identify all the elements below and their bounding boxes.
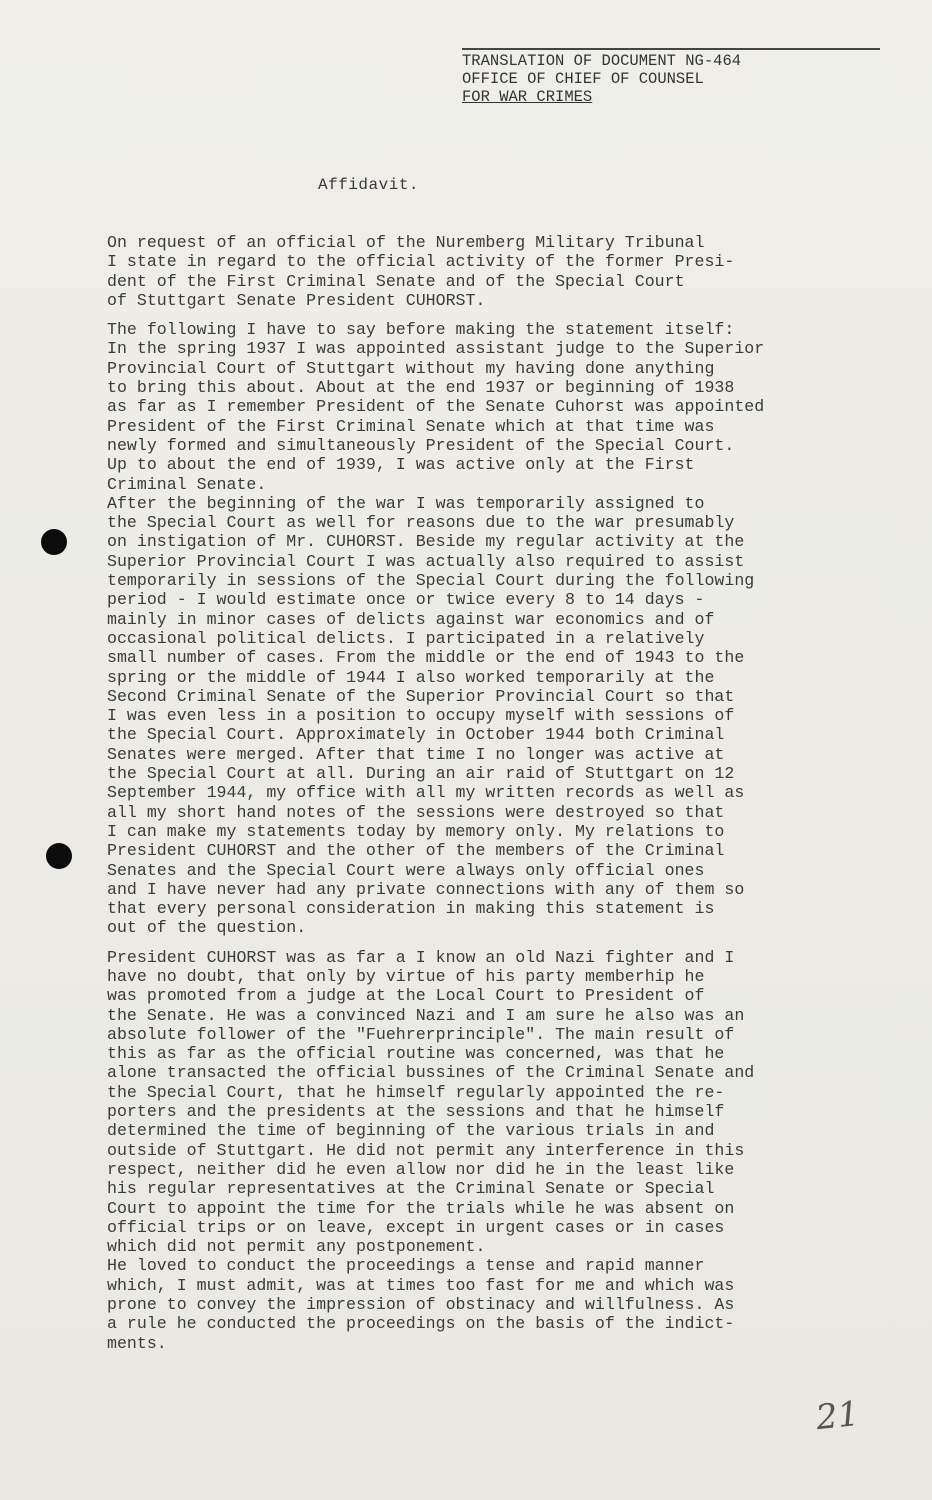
text-line: have no doubt, that only by virtue of his party memberhip he <box>107 966 705 986</box>
text-line: to bring this about. About at the end 1937 or beginning of 1938 <box>107 378 735 398</box>
text-line: In the spring 1937 I was appointed assistant judge to the Superior <box>107 339 765 359</box>
text-line: On request of an official of the Nuremberg Military Tribunal <box>107 233 705 252</box>
text-line: temporarily in sessions of the Special Court during the following <box>107 571 755 591</box>
text-line: He loved to conduct the proceedings a tense and rapid manner <box>107 1256 705 1276</box>
text-line: Court to appoint the time for the trials while he was absent on <box>107 1198 735 1218</box>
text-line: prone to convey the impression of obstinacy and willfulness. As <box>107 1295 735 1315</box>
text-line: Superior Provincial Court I was actually also required to assist <box>107 551 745 571</box>
text-line: all my short hand notes of the sessions were destroyed so that <box>107 802 725 822</box>
text-line: out of the question. <box>107 918 307 938</box>
text-line: the Senate. He was a convinced Nazi and I am sure he also was an <box>107 1005 745 1025</box>
affidavit-body <box>107 233 897 1363</box>
text-line: Up to about the end of 1939, I was active only at the First <box>107 455 695 475</box>
text-line: After the beginning of the war I was temporarily assigned to <box>107 493 705 513</box>
text-line: ments. <box>107 1333 167 1353</box>
text-line: I can make my statements today by memory only. My relations to <box>107 821 725 841</box>
paragraph <box>107 320 897 938</box>
text-line: which did not permit any postponement. <box>107 1237 486 1257</box>
text-line: President of the First Criminal Senate which at that time was <box>107 416 715 436</box>
document-title: Affidavit. <box>318 176 420 194</box>
text-line: Second Criminal Senate of the Superior Provincial Court so that <box>107 686 735 706</box>
text-line: alone transacted the official bussines of the Criminal Senate and <box>107 1063 755 1083</box>
text-line: spring or the middle of 1944 I also worked temporarily at the <box>107 667 715 687</box>
header-line-1: TRANSLATION OF DOCUMENT NG-464 <box>462 52 742 70</box>
text-line: mainly in minor cases of delicts against war economics and of <box>107 609 715 629</box>
text-line: as far as I remember President of the Senate Cuhorst was appointed <box>107 397 765 417</box>
text-line: newly formed and simultaneously President of the Special Court. <box>107 435 735 455</box>
text-line: dent of the First Criminal Senate and of the Special Court <box>107 271 685 291</box>
paragraph <box>107 233 897 310</box>
text-line: this as far as the official routine was concerned, was that he <box>107 1044 725 1064</box>
text-line: President CUHORST and the other of the members of the Criminal <box>107 841 725 861</box>
text-line: September 1944, my office with all my written records as well as <box>107 783 745 803</box>
text-line: the Special Court, that he himself regularly appointed the re- <box>107 1082 725 1102</box>
text-line: Provincial Court of Stuttgart without my having done anything <box>107 358 715 378</box>
handwritten-page-number: 21 <box>814 1393 862 1439</box>
header-line-3: FOR WAR CRIMES <box>462 88 593 106</box>
text-line: and I have never had any private connections with any of them so <box>107 879 745 899</box>
text-line: determined the time of beginning of the various trials in and <box>107 1121 715 1141</box>
text-line: official trips or on leave, except in urgent cases or in cases <box>107 1217 725 1237</box>
text-line: of Stuttgart Senate President CUHORST. <box>107 290 486 310</box>
text-line: porters and the presidents at the sessions and that he himself <box>107 1102 725 1122</box>
text-line: Criminal Senate. <box>107 474 267 494</box>
text-line: Senates were merged. After that time I no longer was active at <box>107 744 725 764</box>
text-line: period - I would estimate once or twice every 8 to 14 days - <box>107 590 705 610</box>
punch-hole <box>46 843 72 869</box>
paragraph <box>107 948 897 1353</box>
text-line: the Special Court as well for reasons due to the war presumably <box>107 513 735 533</box>
text-line: small number of cases. From the middle or the end of 1943 to the <box>107 648 745 668</box>
text-line: on instigation of Mr. CUHORST. Beside my regular activity at the <box>107 532 745 552</box>
text-line: I was even less in a position to occupy myself with sessions of <box>107 706 735 726</box>
text-line: President CUHORST was as far a I know an old Nazi fighter and I <box>107 947 735 967</box>
text-line: his regular representatives at the Criminal Senate or Special <box>107 1179 715 1199</box>
punch-hole <box>41 529 67 555</box>
header-line-2: OFFICE OF CHIEF OF COUNSEL <box>462 70 704 88</box>
text-line: absolute follower of the "Fuehrerprinciple". The main result of <box>107 1024 735 1044</box>
text-line: Senates and the Special Court were always only official ones <box>107 860 705 880</box>
text-line: the Special Court at all. During an air raid of Stuttgart on 12 <box>107 764 735 784</box>
text-line: occasional political delicts. I participated in a relatively <box>107 628 705 648</box>
text-line: that every personal consideration in making this statement is <box>107 899 715 919</box>
text-line: respect, neither did he even allow nor did he in the least like <box>107 1159 735 1179</box>
text-line: outside of Stuttgart. He did not permit any interference in this <box>107 1140 745 1160</box>
text-line: The following I have to say before making the statement itself: <box>107 320 735 340</box>
text-line: a rule he conducted the proceedings on the basis of the indict- <box>107 1314 735 1334</box>
text-line: I state in regard to the official activity of the former Presi- <box>107 252 735 272</box>
text-line: was promoted from a judge at the Local Court to President of <box>107 986 705 1006</box>
text-line: which, I must admit, was at times too fast for me and which was <box>107 1275 735 1295</box>
text-line: the Special Court. Approximately in October 1944 both Criminal <box>107 725 725 745</box>
translation-header <box>462 48 880 106</box>
